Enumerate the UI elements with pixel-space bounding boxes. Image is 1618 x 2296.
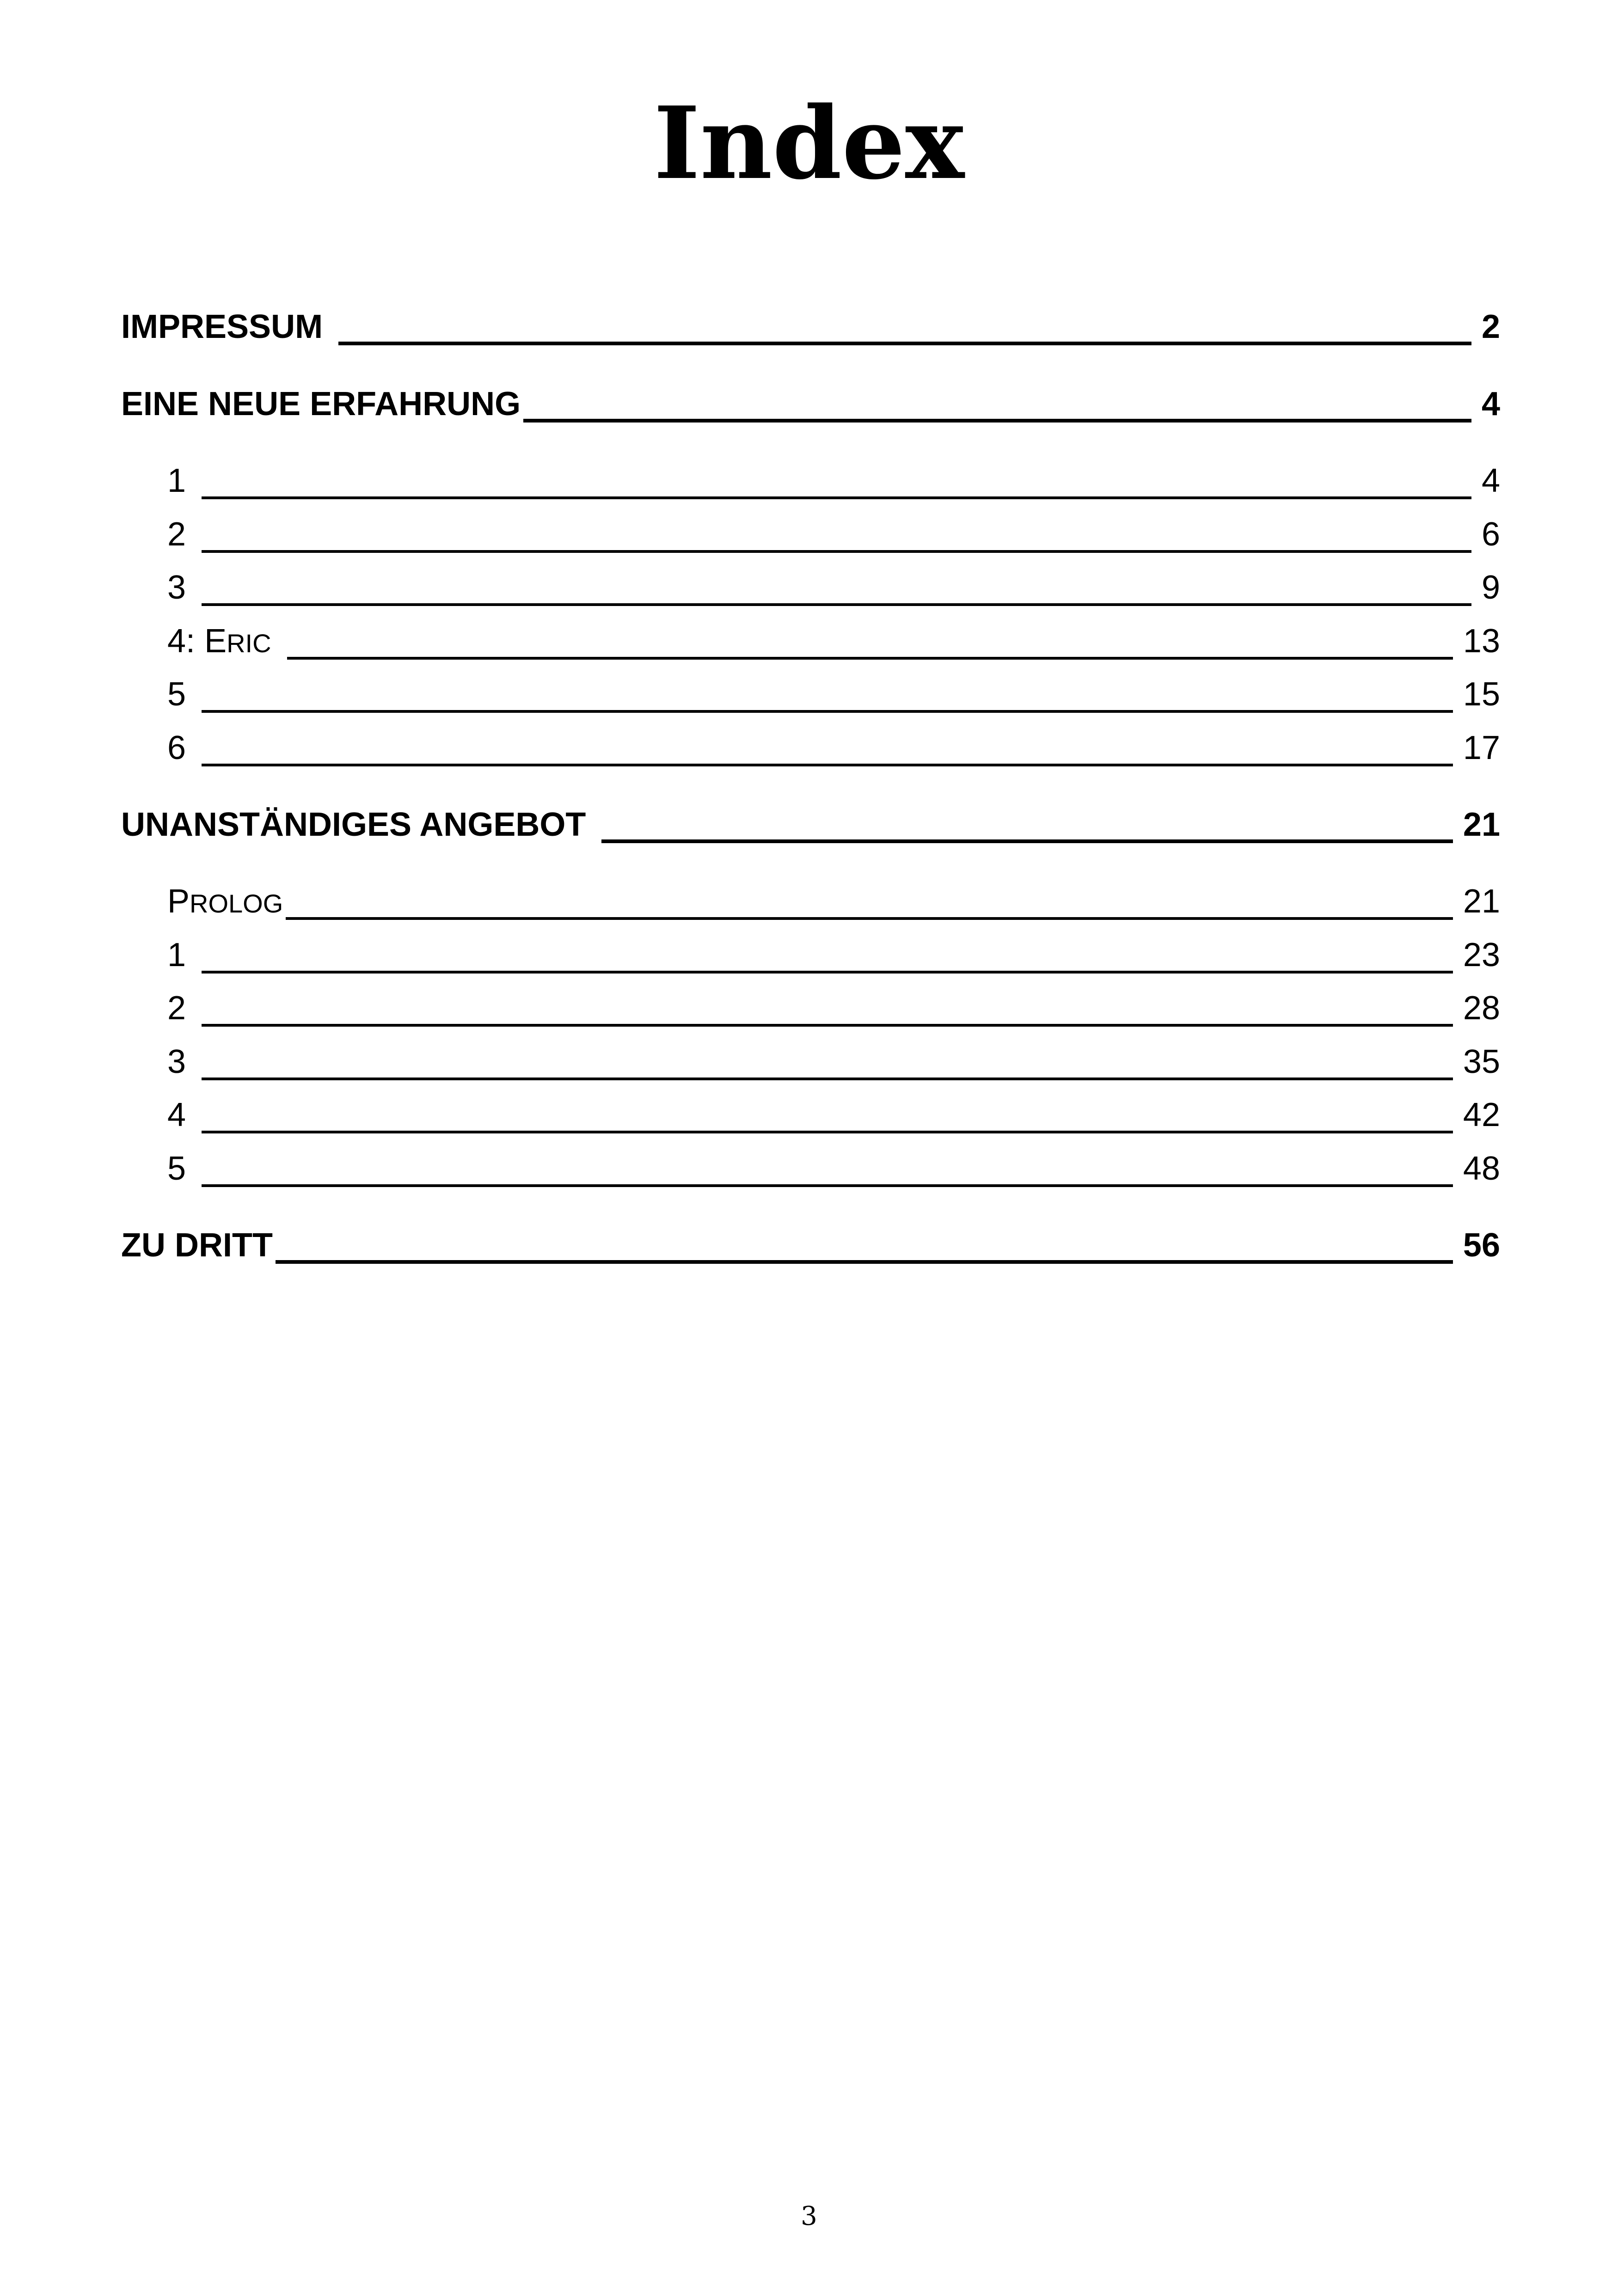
toc-entry-eine-neue-erfahrung[interactable] bbox=[121, 380, 1500, 426]
toc-entry-unanstaendiges-angebot[interactable] bbox=[121, 801, 1500, 847]
toc-label-smallcaps: ROLOG bbox=[190, 889, 283, 918]
toc-leader-line bbox=[338, 342, 1471, 345]
toc-chapter-1[interactable] bbox=[121, 457, 1500, 503]
toc-entry-label: 3 bbox=[167, 569, 186, 606]
toc-leader-line bbox=[287, 657, 1453, 660]
toc-entry-zu-dritt[interactable] bbox=[121, 1221, 1500, 1267]
toc-entry-label: IMPRESSUM bbox=[121, 308, 323, 345]
toc-entry-label: ZU DRITT bbox=[121, 1227, 273, 1264]
toc-entry-label: 1 bbox=[167, 937, 186, 974]
toc-chapter-prolog[interactable] bbox=[121, 877, 1500, 924]
toc-leader-line bbox=[276, 1260, 1453, 1264]
toc-entry-label: 3 bbox=[167, 1043, 186, 1080]
toc-entry-label bbox=[167, 885, 283, 924]
toc-label-initial: E bbox=[204, 623, 227, 660]
toc-entry-label: 5 bbox=[167, 676, 186, 713]
toc-entry-page: 2 bbox=[1481, 308, 1500, 345]
toc-chapter-6[interactable] bbox=[121, 724, 1500, 770]
toc-leader-line bbox=[202, 550, 1471, 553]
toc-leader-line bbox=[202, 971, 1453, 974]
toc-leader-line bbox=[523, 419, 1471, 422]
toc-entry-page: 23 bbox=[1463, 937, 1500, 974]
toc-entry-page: 17 bbox=[1463, 729, 1500, 766]
toc-entry-page: 35 bbox=[1463, 1043, 1500, 1080]
toc-entry-page: 21 bbox=[1463, 806, 1500, 843]
toc-chapter-2[interactable] bbox=[121, 510, 1500, 557]
toc-leader-line bbox=[202, 1078, 1453, 1080]
toc-label-smallcaps: RIC bbox=[227, 629, 271, 658]
toc-entry-page: 28 bbox=[1463, 990, 1500, 1027]
toc-chapter-1[interactable] bbox=[121, 931, 1500, 977]
toc-chapter-3[interactable] bbox=[121, 1038, 1500, 1084]
toc-chapter-3[interactable] bbox=[121, 563, 1500, 610]
toc-entry-page: 4 bbox=[1481, 386, 1500, 422]
toc-leader-line bbox=[202, 496, 1471, 499]
toc-leader-line bbox=[286, 917, 1453, 920]
toc-entry-page: 6 bbox=[1481, 516, 1500, 553]
toc-entry-page: 13 bbox=[1463, 623, 1500, 660]
toc-chapter-5[interactable] bbox=[121, 1145, 1500, 1191]
toc-leader-line bbox=[202, 710, 1453, 713]
toc-entry-page: 4 bbox=[1481, 462, 1500, 499]
toc-label-initial: P bbox=[167, 883, 190, 920]
toc-chapter-4-eric[interactable] bbox=[121, 617, 1500, 663]
toc-leader-line bbox=[202, 764, 1453, 766]
toc-entry-label: 4 bbox=[167, 1096, 186, 1133]
toc-entry-label: 1 bbox=[167, 462, 186, 499]
toc-chapter-4[interactable] bbox=[121, 1091, 1500, 1137]
page-title: Index bbox=[653, 85, 965, 202]
toc-leader-line bbox=[202, 1184, 1453, 1187]
toc-entry-label: 5 bbox=[167, 1150, 186, 1187]
toc-entry-page: 15 bbox=[1463, 676, 1500, 713]
toc-entry-page: 56 bbox=[1463, 1227, 1500, 1264]
toc-chapter-5[interactable] bbox=[121, 670, 1500, 716]
page-number: 3 bbox=[801, 2201, 817, 2231]
toc-entry-page: 42 bbox=[1463, 1096, 1500, 1133]
toc-entry-label bbox=[167, 625, 271, 663]
toc-entry-page: 21 bbox=[1463, 883, 1500, 920]
toc-leader-line bbox=[601, 839, 1453, 843]
toc-chapter-2[interactable] bbox=[121, 984, 1500, 1030]
toc-entry-impressum[interactable] bbox=[121, 303, 1500, 349]
toc-entry-label: 2 bbox=[167, 990, 186, 1027]
toc-leader-line bbox=[202, 1131, 1453, 1133]
toc-entry-page: 48 bbox=[1463, 1150, 1500, 1187]
toc-entry-page: 9 bbox=[1481, 569, 1500, 606]
toc-label-prefix: 4: bbox=[167, 623, 205, 660]
toc-leader-line bbox=[202, 603, 1471, 606]
toc-entry-label: UNANSTÄNDIGES ANGEBOT bbox=[121, 806, 586, 843]
toc-entry-label: EINE NEUE ERFAHRUNG bbox=[121, 386, 521, 422]
toc-leader-line bbox=[202, 1024, 1453, 1027]
toc-entry-label: 2 bbox=[167, 516, 186, 553]
toc-entry-label: 6 bbox=[167, 729, 186, 766]
